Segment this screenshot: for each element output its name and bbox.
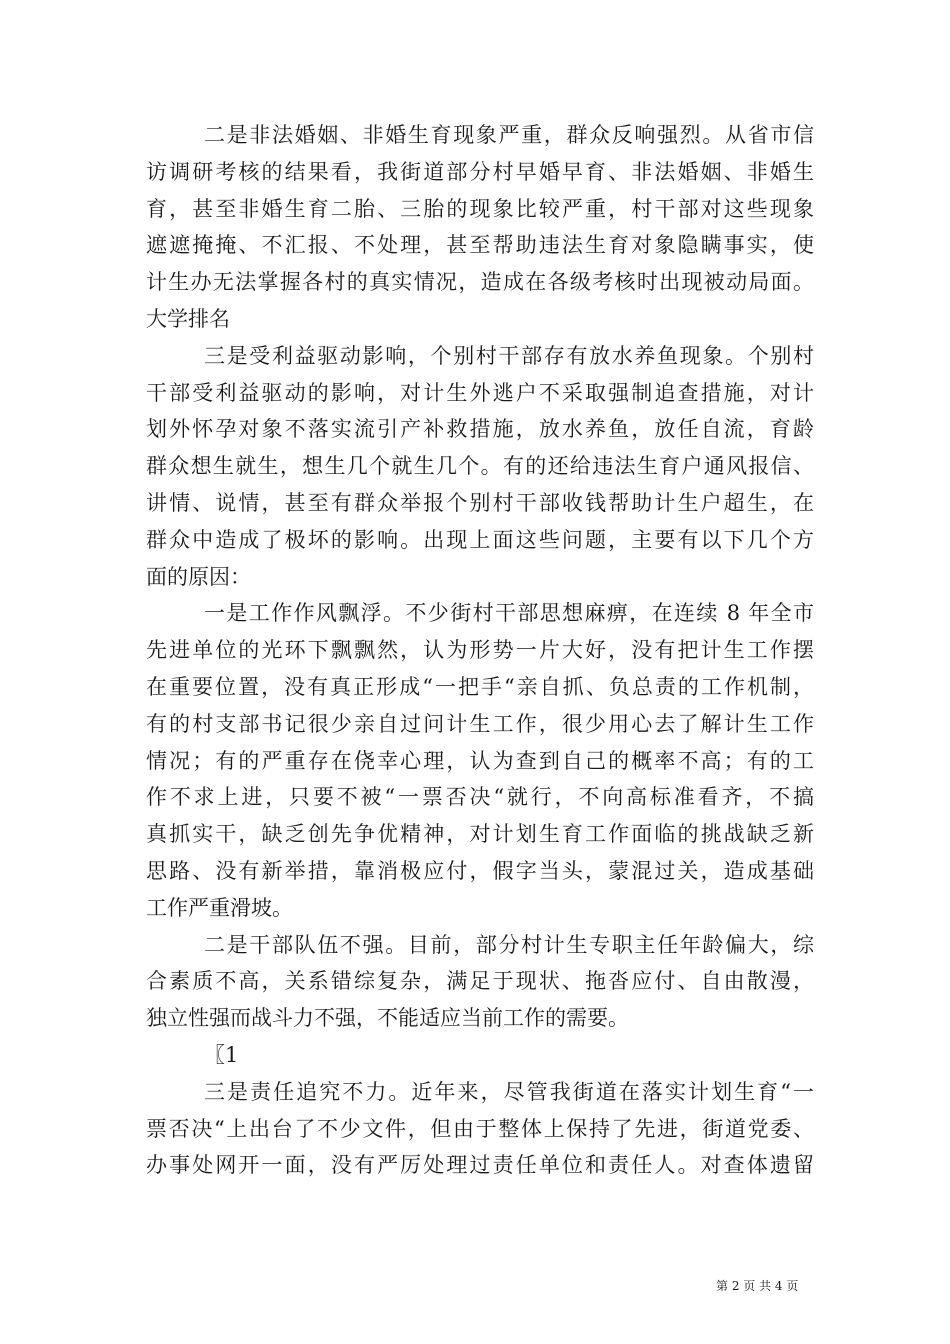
document-body — [146, 117, 814, 1184]
text-line: 〖1 — [204, 1042, 239, 1067]
text-line: 真抓实干，缺乏创先争优精神，对计划生育工作面临的挑战缺乏新 — [146, 822, 814, 847]
text-line: 合素质不高，关系错综复杂，满足于现状、拖沓应付、自由散漫， — [146, 969, 814, 994]
text-line: 作不求上进，只要不被“一票否决“就行，不向高标准看齐，不搞 — [146, 785, 814, 810]
text-line: 工作严重滑坡。 — [146, 895, 293, 920]
text-line: 思路、没有新举措，靠消极应付，假字当头，蒙混过关，造成基础 — [146, 858, 814, 883]
page-number-footer: 第 2 页 共 4 页 — [716, 1279, 799, 1293]
text-line: 访调研考核的结果看，我街道部分村早婚早育、非法婚姻、非婚生 — [146, 159, 814, 184]
text-line: 划外怀孕对象不落实流引产补救措施，放水养鱼，放任自流，育龄 — [146, 417, 814, 442]
text-line: 票否决“上出台了不少文件，但由于整体上保持了先进，街道党委、 — [146, 1116, 814, 1141]
text-line: 遮遮掩掩、不汇报、不处理，甚至帮助违法生育对象隐瞒事实，使 — [146, 233, 814, 258]
text-line: 群众想生就生，想生几个就生几个。有的还给违法生育户通风报信、 — [146, 454, 814, 479]
text-line: 三是责任追究不力。近年来，尽管我街道在落实计划生育“一 — [204, 1079, 814, 1104]
text-line: 干部受利益驱动的影响，对计生外逃户不采取强制追查措施，对计 — [146, 380, 814, 405]
text-line: 独立性强而战斗力不强，不能适应当前工作的需要。 — [146, 1006, 629, 1031]
text-line: 办事处网开一面，没有严厉处理过责任单位和责任人。对查体遗留 — [146, 1153, 814, 1178]
text-line: 在重要位置，没有真正形成“一把手“亲自抓、负总责的工作机制， — [146, 674, 814, 699]
text-line: 三是受利益驱动影响，个别村干部存有放水养鱼现象。个别村 — [204, 343, 814, 368]
text-line: 育，甚至非婚生育二胎、三胎的现象比较严重，村干部对这些现象 — [146, 196, 814, 221]
text-line: 群众中造成了极坏的影响。出现上面这些问题，主要有以下几个方 — [146, 527, 814, 552]
text-line: 有的村支部书记很少亲自过问计生工作，很少用心去了解计生工作 — [146, 711, 814, 736]
text-line: 计生办无法掌握各村的真实情况，造成在各级考核时出现被动局面。 — [146, 270, 814, 295]
text-line: 先进单位的光环下飘飘然，认为形势一片大好，没有把计生工作摆 — [146, 638, 814, 663]
text-line: 二是非法婚姻、非婚生育现象严重，群众反响强烈。从省市信 — [204, 123, 814, 147]
text-line: 讲情、说情，甚至有群众举报个别村干部收钱帮助计生户超生，在 — [146, 490, 814, 515]
text-line: 大学排名 — [146, 306, 230, 331]
text-line: 情况；有的严重存在侥幸心理，认为查到自己的概率不高；有的工 — [146, 748, 814, 773]
text-line: 二是干部队伍不强。目前，部分村计生专职主任年龄偏大，综 — [204, 932, 814, 957]
text-line: 一是工作作风飘浮。不少街村干部思想麻痹，在连续 8 年全市 — [204, 601, 814, 626]
text-line: 面的原因： — [146, 564, 251, 589]
